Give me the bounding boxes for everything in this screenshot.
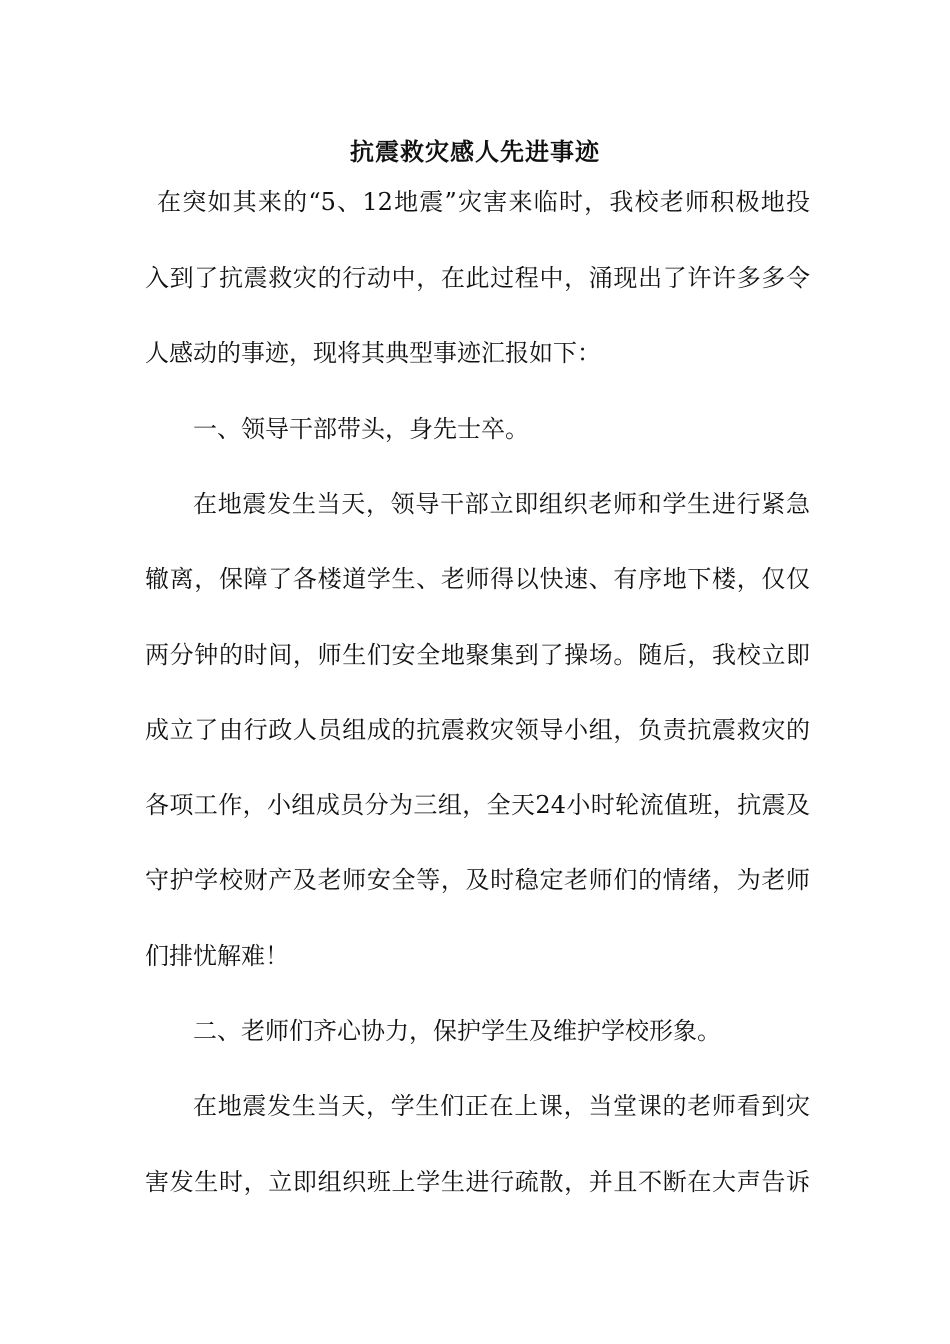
section-heading: 二、老师们齐心协力，保护学生及维护学校形象。 xyxy=(193,1017,721,1045)
paragraph-line: 辙离，保障了各楼道学生、老师得以快速、有序地下楼，仅仅 xyxy=(145,565,810,593)
paragraph-line: 两分钟的时间，师生们安全地聚集到了操场。随后，我校立即 xyxy=(145,641,810,669)
paragraph-line: 守护学校财产及老师安全等，及时稳定老师们的情绪，为老师 xyxy=(145,866,810,894)
paragraph-line: 各项工作，小组成员分为三组，全天24小时轮流值班，抗震及 xyxy=(145,791,810,819)
paragraph-line: 入到了抗震救灾的行动中，在此过程中，涌现出了许许多多令 xyxy=(145,264,810,292)
paragraph-line: 在地震发生当天，学生们正在上课，当堂课的老师看到灾 xyxy=(193,1092,810,1120)
paragraph-line: 成立了由行政人员组成的抗震救灾领导小组，负责抗震救灾的 xyxy=(145,716,810,744)
paragraph-line: 们排忧解难！ xyxy=(145,942,289,970)
paragraph-line: 在突如其来的“5、12地震”灾害来临时，我校老师积极地投 xyxy=(157,188,810,216)
page-title: 抗震救灾感人先进事迹 xyxy=(350,137,600,166)
paragraph-line: 在地震发生当天，领导干部立即组织老师和学生进行紧急 xyxy=(193,490,810,518)
section-heading: 一、领导干部带头，身先士卒。 xyxy=(193,415,529,443)
paragraph-line: 害发生时，立即组织班上学生进行疏散，并且不断在大声告诉 xyxy=(145,1168,810,1196)
paragraph-line: 人感动的事迹，现将其典型事迹汇报如下： xyxy=(145,339,601,367)
